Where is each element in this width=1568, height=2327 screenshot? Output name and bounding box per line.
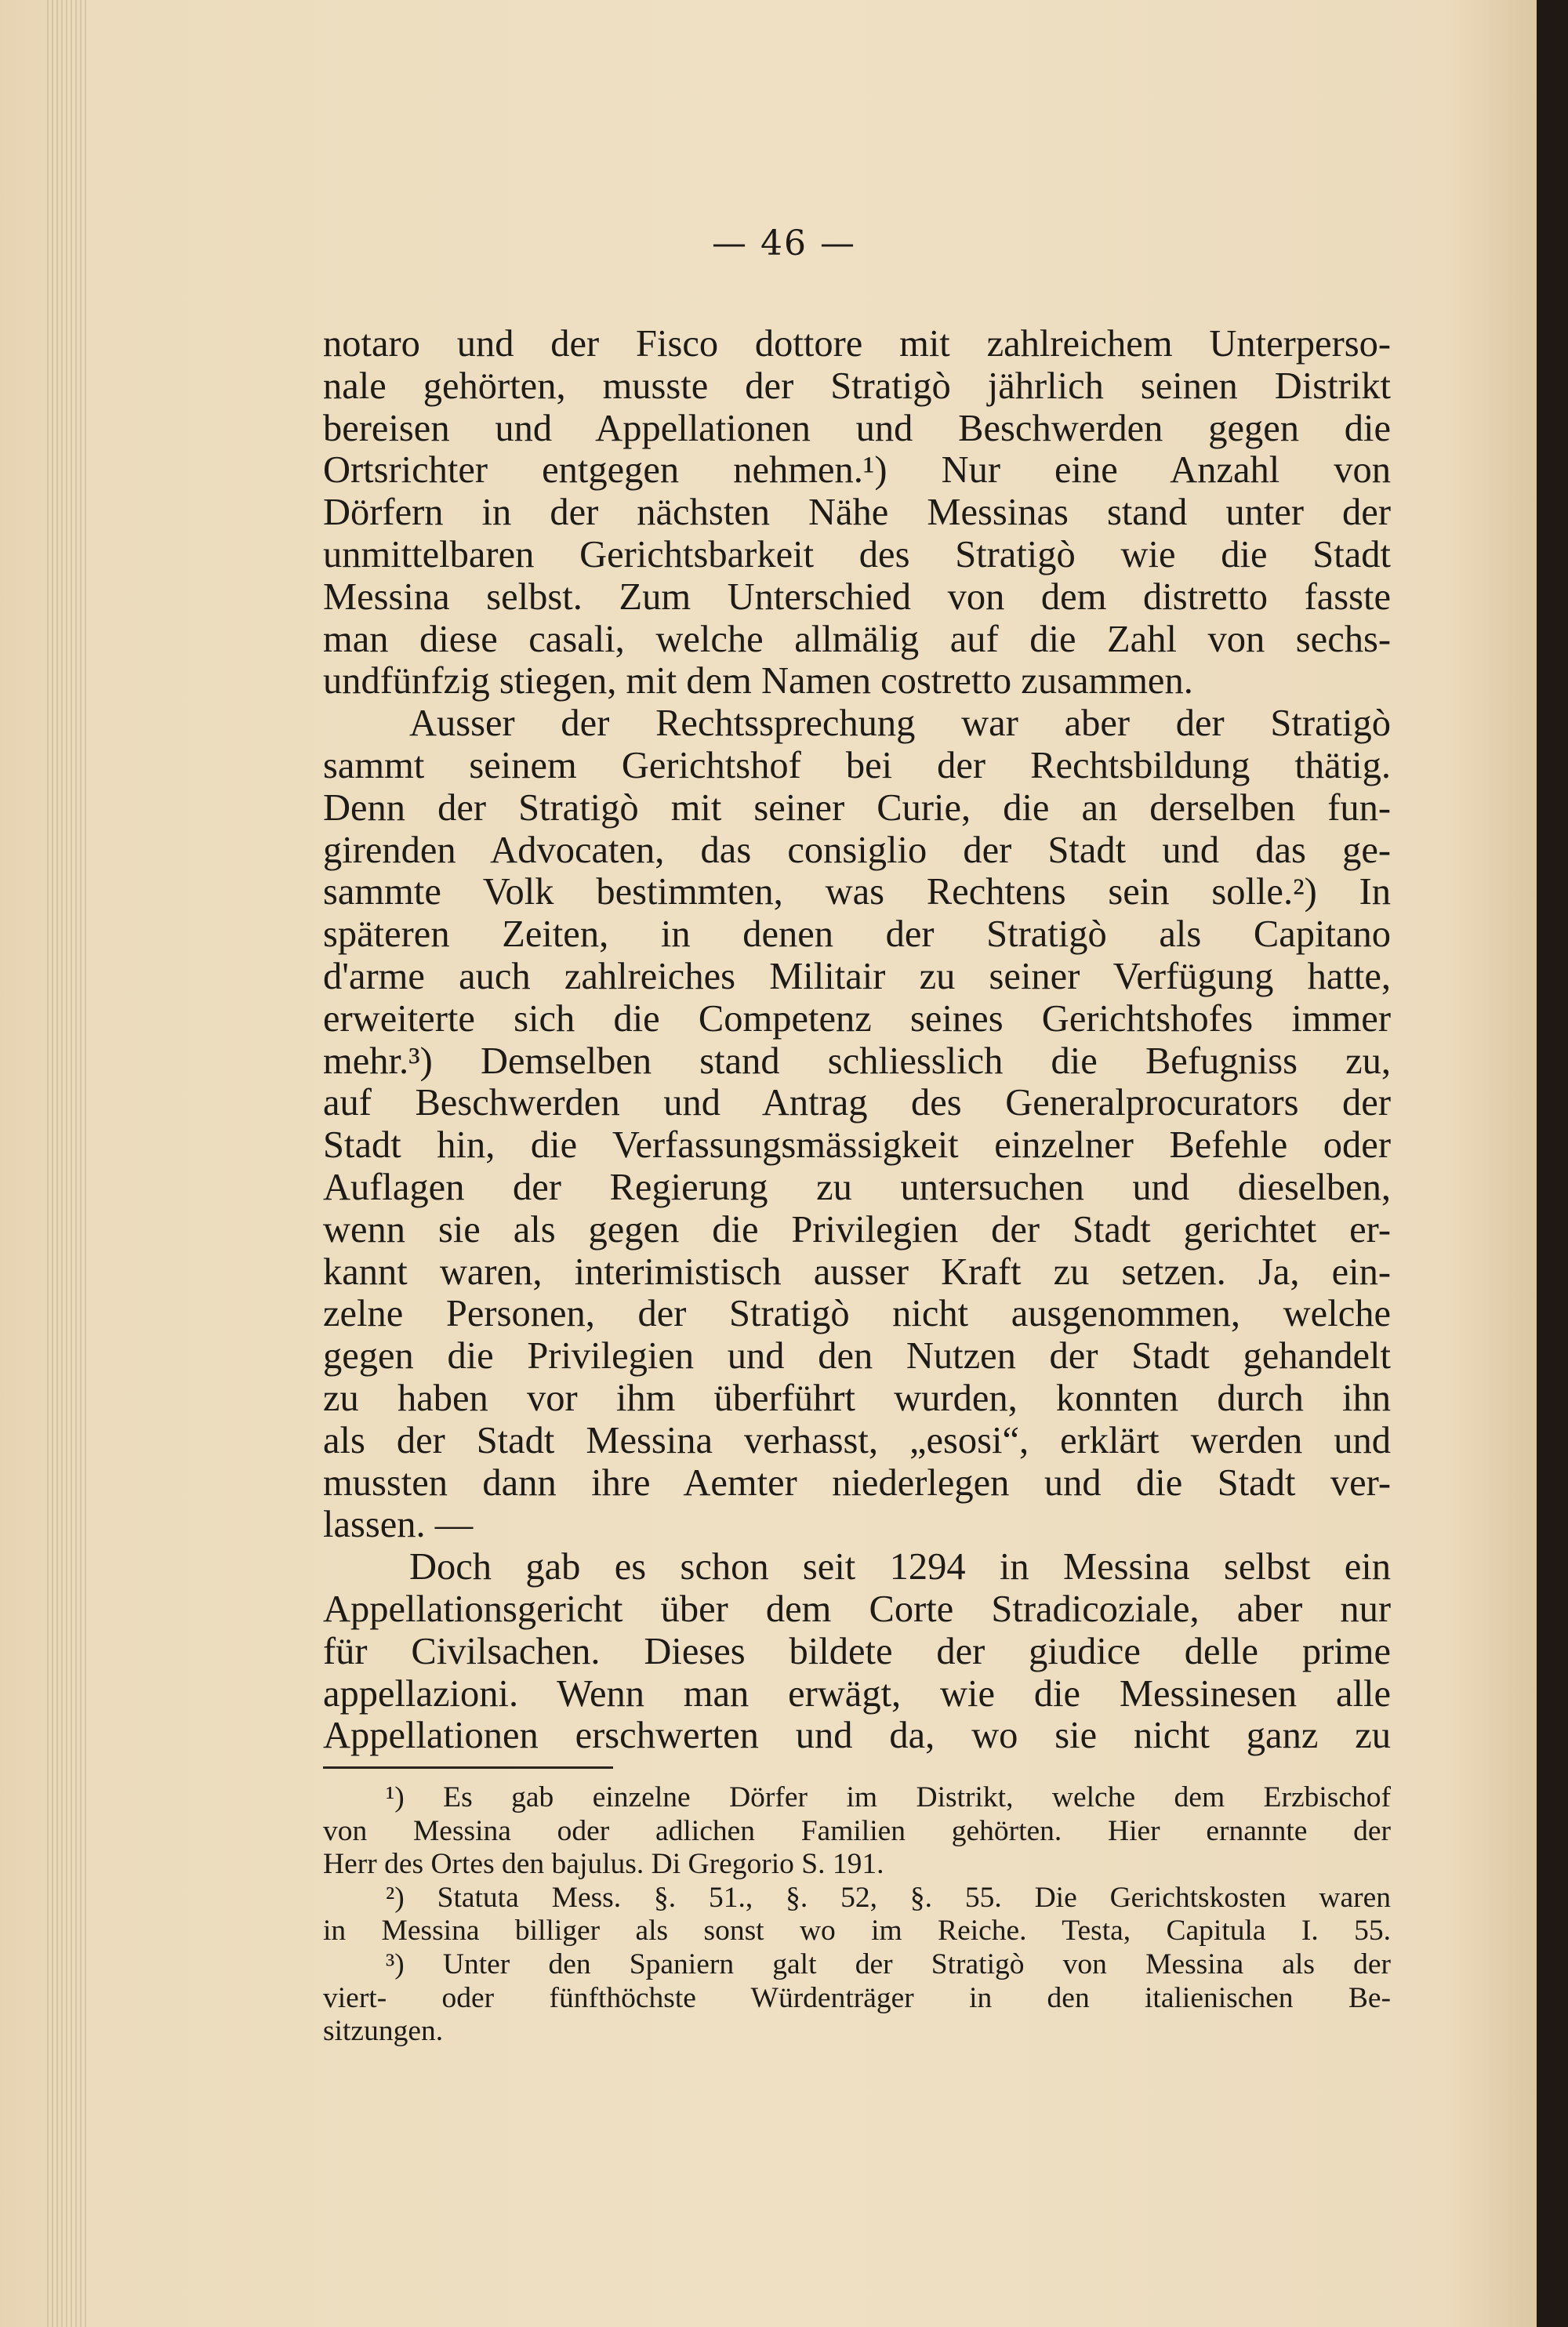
binding-edge: [1537, 0, 1568, 2327]
text-line: Appellationsgericht über dem Corte Stradicoziale, aber nur: [323, 1588, 1391, 1630]
text-line: wenn sie als gegen die Privilegien der Stadt gerichtet er-: [323, 1208, 1391, 1251]
text-line: bereisen und Appellationen und Beschwerden gegen die: [323, 407, 1391, 449]
text-line: Dörfern in der nächsten Nähe Messinas stand unter der: [323, 492, 1391, 534]
text-line: unmittelbaren Gerichtsbarkeit des Stratigò wie die Stadt: [323, 533, 1391, 575]
footnote-line: ³) Unter den Spaniern galt der Stratigò von Messina als der: [386, 1948, 1391, 1980]
text-line: Doch gab es schon seit 1294 in Messina selbst ein: [409, 1546, 1391, 1588]
footnote-line: in Messina billiger als sonst wo im Reiche. Testa, Capitula I. 55.: [323, 1915, 1391, 1948]
text-line: nale gehörten, musste der Stratigò jährlich seinen Distrikt: [323, 365, 1391, 407]
text-line: d'arme auch zahlreiches Militair zu seiner Verfügung hatte,: [323, 955, 1391, 997]
page-edge-shading: [47, 0, 86, 2327]
text-line: kannt waren, interimistisch ausser Kraft zu setzen. Ja, ein-: [323, 1251, 1391, 1293]
text-line: späteren Zeiten, in denen der Stratigò als Capitano: [323, 913, 1391, 956]
text-line: für Civilsachen. Dieses bildete der giudice delle prime: [323, 1630, 1391, 1672]
footnote-line: ¹) Es gab einzelne Dörfer im Distrikt, welche dem Erzbischof: [386, 1781, 1391, 1813]
text-line: auf Beschwerden und Antrag des Generalprocurators der: [323, 1082, 1391, 1124]
footnote-line: viert- oder fünfthöchste Würdenträger in den italienischen Be-: [323, 1981, 1391, 2014]
text-line: sammte Volk bestimmten, was Rechtens sein solle.²) In: [323, 871, 1391, 913]
footnotes: [323, 1781, 1391, 2049]
body-text: [323, 323, 1391, 1757]
footnote-line: Herr des Ortes den bajulus. Di Gregorio S. 191.: [323, 1848, 884, 1881]
text-line: zu haben vor ihm überführt wurden, konnten durch ihn: [323, 1377, 1391, 1419]
footnote-line: ²) Statuta Mess. §. 51., §. 52, §. 55. Die Gerichtskosten waren: [386, 1881, 1391, 1914]
text-line: Denn der Stratigò mit seiner Curie, die an derselben fun-: [323, 786, 1391, 829]
text-line: lassen. —: [323, 1504, 474, 1546]
text-line: gegen die Privilegien und den Nutzen der Stadt gehandelt: [323, 1335, 1391, 1378]
text-line: zelne Personen, der Stratigò nicht ausgenommen, welche: [323, 1293, 1391, 1335]
text-line: sammt seinem Gerichtshof bei der Rechtsbildung thätig.: [323, 744, 1391, 786]
footnote-line: sitzungen.: [323, 2015, 444, 2048]
text-line: als der Stadt Messina verhasst, „esosi“, erklärt werden und: [323, 1419, 1391, 1461]
text-line: mussten dann ihre Aemter niederlegen und die Stadt ver-: [323, 1461, 1391, 1504]
text-line: Messina selbst. Zum Unterschied von dem distretto fasste: [323, 575, 1391, 618]
footnote-divider: [323, 1766, 613, 1769]
footnote-line: von Messina oder adlichen Familien gehörten. Hier ernannte der: [323, 1814, 1391, 1847]
text-line: Ausser der Rechtssprechung war aber der Stratigò: [409, 702, 1391, 745]
text-line: undfünfzig stiegen, mit dem Namen costretto zusammen.: [323, 660, 1193, 702]
text-line: appellazioni. Wenn man erwägt, wie die Messinesen alle: [323, 1672, 1391, 1715]
text-line: Ortsrichter entgegen nehmen.¹) Nur eine Anzahl von: [323, 449, 1391, 492]
text-line: Stadt hin, die Verfassungsmässigkeit einzelner Befehle oder: [323, 1124, 1391, 1167]
text-line: man diese casali, welche allmälig auf die Zahl von sechs-: [323, 618, 1391, 660]
text-line: mehr.³) Demselben stand schliesslich die Befugniss zu,: [323, 1040, 1391, 1082]
text-line: girenden Advocaten, das consiglio der Stadt und das ge-: [323, 829, 1391, 871]
text-line: erweiterte sich die Competenz seines Gerichtshofes immer: [323, 997, 1391, 1040]
text-line: Auflagen der Regierung zu untersuchen und dieselben,: [323, 1166, 1391, 1208]
page-number: — 46 —: [712, 223, 856, 263]
text-line: Appellationen erschwerten und da, wo sie nicht ganz zu: [323, 1715, 1391, 1757]
text-line: notaro und der Fisco dottore mit zahlreichem Unterperso-: [323, 323, 1391, 365]
